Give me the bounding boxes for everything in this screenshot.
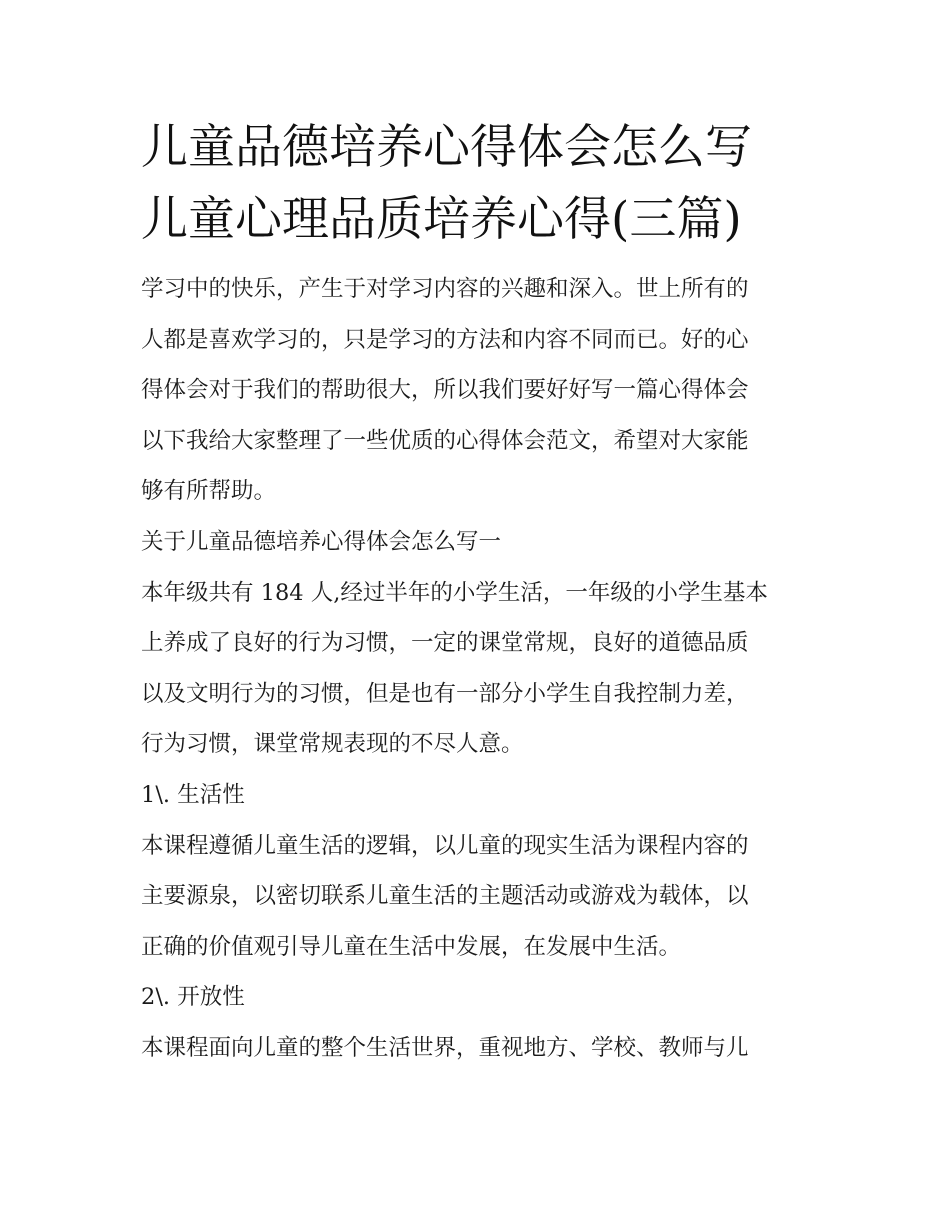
body-line: 本课程遵循儿童生活的逻辑，以儿童的现实生活为课程内容的 <box>141 832 749 859</box>
document-body <box>141 264 821 1074</box>
list-heading: 2\. 开放性 <box>141 984 245 1011</box>
body-line: 以及文明行为的习惯，但是也有一部分小学生自我控制力差， <box>141 680 749 707</box>
body-line: 本年级共有 184 人,经过半年的小学生活，一年级的小学生基本 <box>141 579 768 606</box>
section-heading: 关于儿童品德培养心得体会怎么写一 <box>141 528 502 555</box>
body-line: 主要源泉，以密切联系儿童生活的主题活动或游戏为载体，以 <box>141 883 749 910</box>
title-line-2: 儿童心理品质培养心得(三篇) <box>141 192 742 247</box>
body-line: 上养成了良好的行为习惯，一定的课堂常规，良好的道德品质 <box>141 630 749 657</box>
body-line: 够有所帮助。 <box>141 478 277 505</box>
body-line: 行为习惯，课堂常规表现的不尽人意。 <box>141 731 524 758</box>
body-line: 正确的价值观引导儿童在生活中发展，在发展中生活。 <box>141 933 682 960</box>
list-heading: 1\. 生活性 <box>141 781 245 808</box>
document-content <box>141 112 821 1074</box>
body-line: 学习中的快乐，产生于对学习内容的兴趣和深入。世上所有的 <box>141 276 749 302</box>
body-line: 本课程面向儿童的整个生活世界，重视地方、学校、教师与儿 <box>141 1034 749 1061</box>
title-line-1: 儿童品德培养心得体会怎么写 <box>141 120 752 175</box>
document-title <box>141 112 821 256</box>
body-line: 得体会对于我们的帮助很大，所以我们要好好写一篇心得体会 <box>141 377 749 404</box>
body-line: 以下我给大家整理了一些优质的心得体会范文，希望对大家能 <box>141 427 749 454</box>
body-line: 人都是喜欢学习的，只是学习的方法和内容不同而已。好的心 <box>141 326 749 353</box>
